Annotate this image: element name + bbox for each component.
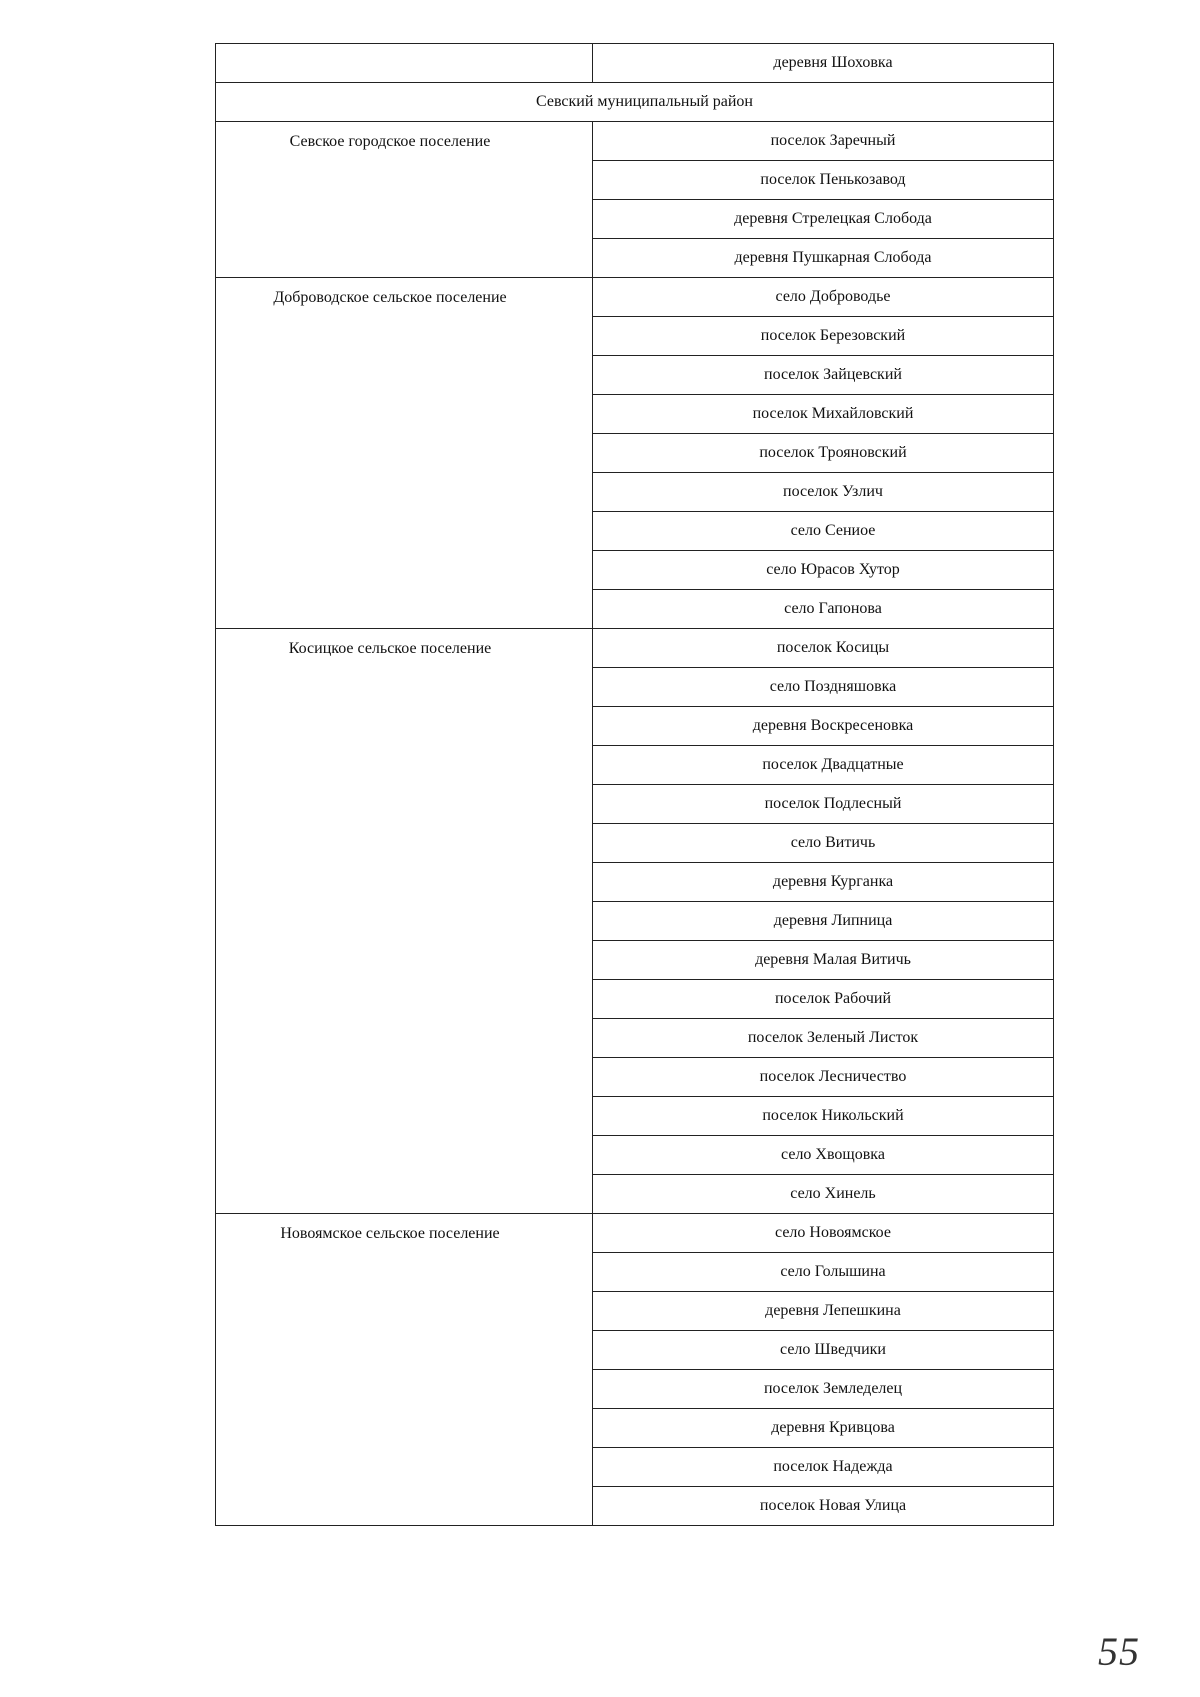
settlement-item: село Сениое: [593, 512, 1054, 551]
settlement-item: село Витичь: [593, 824, 1054, 863]
settlement-item: поселок Узлич: [593, 473, 1054, 512]
settlement-item: деревня Пушкарная Слобода: [593, 239, 1054, 278]
settlement-item: село Доброводье: [593, 278, 1054, 317]
settlement-item: село Шведчики: [593, 1331, 1054, 1370]
settlement-item: село Юрасов Хутор: [593, 551, 1054, 590]
settlement-item: поселок Косицы: [593, 629, 1054, 668]
settlement-item: деревня Липница: [593, 902, 1054, 941]
settlements-table: [215, 43, 1054, 1526]
settlement-item: село Хинель: [593, 1175, 1054, 1214]
settlement-group-name: Новоямское сельское поселение: [216, 1214, 593, 1526]
settlement-item: село Гапонова: [593, 590, 1054, 629]
settlement-item: поселок Михайловский: [593, 395, 1054, 434]
table-row: [216, 629, 1054, 668]
district-header: Севский муниципальный район: [216, 83, 1054, 122]
table-row: [216, 122, 1054, 161]
settlement-item: село Голышина: [593, 1253, 1054, 1292]
top-right-cell: деревня Шоховка: [593, 44, 1054, 83]
settlement-group-name: Доброводское сельское поселение: [216, 278, 593, 629]
table-row: [216, 1214, 1054, 1253]
settlement-item: село Хвощовка: [593, 1136, 1054, 1175]
settlement-group-name: Севское городское поселение: [216, 122, 593, 278]
settlement-item: деревня Лепешкина: [593, 1292, 1054, 1331]
table-row: [216, 278, 1054, 317]
settlement-item: поселок Земледелец: [593, 1370, 1054, 1409]
settlement-item: поселок Подлесный: [593, 785, 1054, 824]
table-row-top: [216, 44, 1054, 83]
settlement-item: поселок Березовский: [593, 317, 1054, 356]
settlement-item: поселок Рабочий: [593, 980, 1054, 1019]
settlement-item: деревня Малая Витичь: [593, 941, 1054, 980]
table-row-district: [216, 83, 1054, 122]
top-left-cell: [216, 44, 593, 83]
settlement-item: деревня Курганка: [593, 863, 1054, 902]
settlement-item: поселок Никольский: [593, 1097, 1054, 1136]
settlement-item: деревня Воскресеновка: [593, 707, 1054, 746]
settlement-item: поселок Заречный: [593, 122, 1054, 161]
settlement-item: поселок Лесничество: [593, 1058, 1054, 1097]
settlement-item: поселок Трояновский: [593, 434, 1054, 473]
settlement-item: село Поздняшовка: [593, 668, 1054, 707]
settlement-item: деревня Кривцова: [593, 1409, 1054, 1448]
settlement-item: деревня Стрелецкая Слобода: [593, 200, 1054, 239]
settlement-item: поселок Зеленый Листок: [593, 1019, 1054, 1058]
table-body: [216, 44, 1054, 1526]
page-number: 55: [1098, 1629, 1140, 1674]
settlement-item: поселок Зайцевский: [593, 356, 1054, 395]
settlement-group-name: Косицкое сельское поселение: [216, 629, 593, 1214]
settlement-item: поселок Двадцатные: [593, 746, 1054, 785]
settlement-item: село Новоямское: [593, 1214, 1054, 1253]
settlement-item: поселок Новая Улица: [593, 1487, 1054, 1526]
settlement-item: поселок Надежда: [593, 1448, 1054, 1487]
settlement-item: поселок Пенькозавод: [593, 161, 1054, 200]
